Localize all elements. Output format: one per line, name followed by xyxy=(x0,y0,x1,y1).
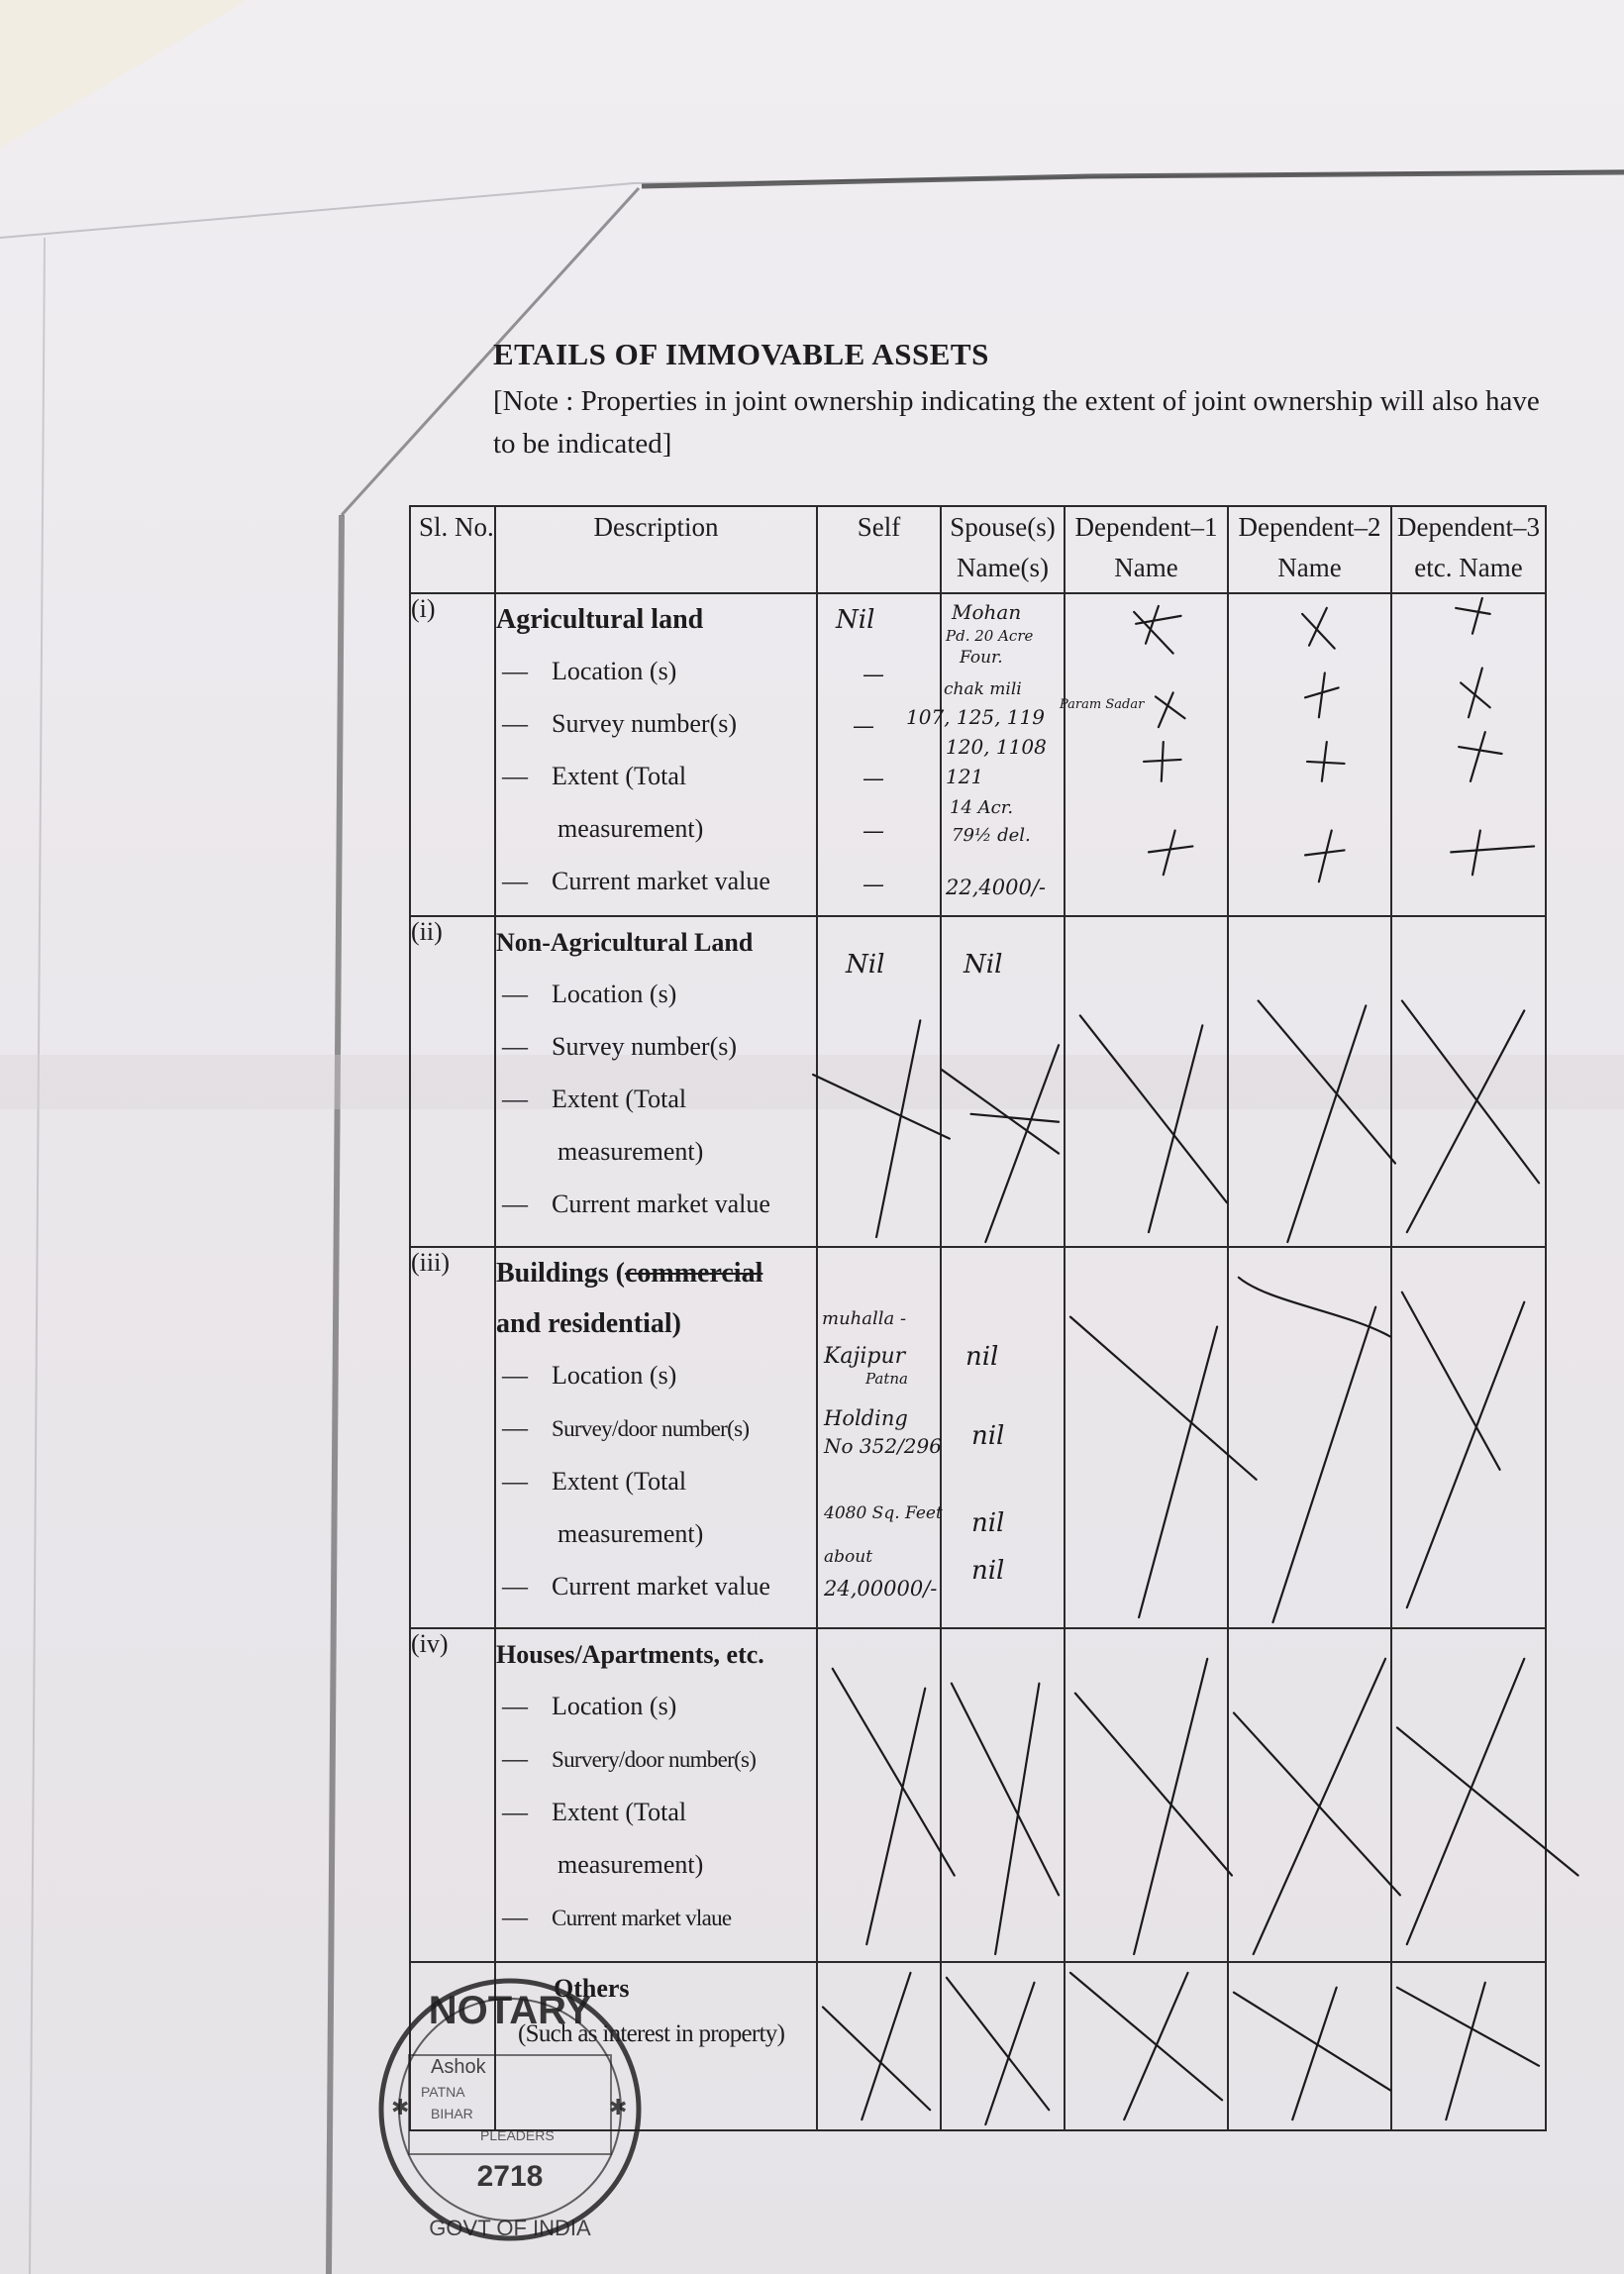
list-item: measurement) xyxy=(558,814,704,843)
handwritten-entry: Nil xyxy=(964,950,1003,980)
dependent-2-cell xyxy=(1228,593,1391,916)
handwritten-entry: 107, 125, 119 xyxy=(906,705,1045,729)
dependent-3-cell xyxy=(1391,1962,1546,2130)
handwritten-entry: chak mili xyxy=(944,679,1022,699)
list-item: — Extent (Total xyxy=(502,762,687,790)
stamp-star-icon: ✱ xyxy=(609,2095,628,2119)
list-item: (Such as interest in property) xyxy=(518,2020,785,2047)
list-item: — Location (s) xyxy=(502,980,677,1008)
stamp-govt: GOVT OF INDIA xyxy=(429,2216,591,2240)
handwritten-entry: Mohan xyxy=(952,600,1022,624)
nil-strike-marks xyxy=(1066,1963,1227,2129)
list-item: — Location (s) xyxy=(502,657,677,685)
dependent-3-cell xyxy=(1391,916,1546,1247)
nil-strike-marks xyxy=(818,1963,940,2129)
header-sl: Sl. No. xyxy=(410,506,495,593)
header-dependent-3: Dependent–3 etc. Name xyxy=(1391,506,1546,593)
row-description xyxy=(495,1628,817,1962)
list-item: — Location (s) xyxy=(502,1361,677,1390)
handwritten-entry: 14 Acr. xyxy=(950,797,1014,818)
handwritten-entry: Param Sadar xyxy=(1060,697,1145,712)
handwritten-entry: 4080 Sq. Feet xyxy=(824,1503,943,1523)
list-item: — Extent (Total xyxy=(502,1467,687,1496)
handwritten-entry: nil xyxy=(971,1508,1005,1538)
row-sl: (ii) xyxy=(410,916,495,1247)
category-label: Houses/Apartments, etc. xyxy=(496,1640,764,1669)
handwritten-entry: muhalla - xyxy=(822,1308,907,1329)
nil-strike-marks xyxy=(818,917,940,1246)
dependent-2-cell xyxy=(1228,1247,1391,1628)
page-title: ETAILS OF IMMOVABLE ASSETS xyxy=(493,337,989,371)
handwritten-entry: Nil xyxy=(836,605,875,635)
list-item: — Survey number(s) xyxy=(502,709,738,738)
nil-strike-marks xyxy=(942,917,1064,1246)
category-label: Agricultural land xyxy=(496,604,704,635)
nil-strike-marks xyxy=(1392,917,1545,1246)
handwritten-entry: Pd. 20 Acre xyxy=(946,627,1034,645)
dependent-3-cell xyxy=(1391,1628,1546,1962)
header-dependent-2: Dependent–2 Name xyxy=(1228,506,1391,593)
list-item: — Current market vlaue xyxy=(502,1903,732,1931)
nil-strike-marks xyxy=(1229,917,1390,1246)
dependent-1-cell xyxy=(1065,1962,1228,2130)
table-header-row xyxy=(410,506,1546,593)
handwritten-entry: nil xyxy=(971,1421,1005,1451)
table-row xyxy=(410,1247,1546,1628)
notary-stamp xyxy=(371,1966,649,2253)
handwritten-entry: 120, 1108 xyxy=(946,735,1047,759)
handwritten-entry: 121 xyxy=(946,765,984,788)
struck-word: commercial xyxy=(624,1258,763,1289)
handwritten-entry: Nil xyxy=(846,950,885,980)
nil-strike-marks xyxy=(1229,1248,1390,1627)
nil-strike-marks xyxy=(1392,1963,1545,2129)
nil-strike-marks xyxy=(1066,594,1227,915)
spouse-cell xyxy=(941,916,1065,1247)
nil-strike-marks xyxy=(1229,1963,1390,2129)
header-dependent-1: Dependent–1 Name xyxy=(1065,506,1228,593)
handwritten-entry: No 352/296 xyxy=(824,1434,942,1458)
list-item: measurement) xyxy=(558,1137,704,1166)
category-label: Others xyxy=(554,1974,630,2003)
handwritten-entry: 24,00000/- xyxy=(824,1577,938,1601)
handwritten-entry: about xyxy=(824,1547,873,1567)
category-label: Non-Agricultural Land xyxy=(496,928,754,957)
header-self: Self xyxy=(817,506,941,593)
category-label: and residential) xyxy=(496,1308,681,1339)
handwritten-entry: 22,4000/- xyxy=(946,876,1047,899)
handwritten-entry: 79½ del. xyxy=(952,825,1031,846)
dependent-1-cell xyxy=(1065,916,1228,1247)
self-cell xyxy=(817,1628,941,1962)
nil-strike-marks xyxy=(1392,1248,1545,1627)
dependent-3-cell xyxy=(1391,593,1546,916)
self-cell xyxy=(817,916,941,1247)
stamp-notary-text: NOTARY xyxy=(428,1989,592,2032)
header-spouse: Spouse(s) Name(s) xyxy=(941,506,1065,593)
list-item: — Current market value xyxy=(502,1572,770,1601)
handwritten-entry: nil xyxy=(965,1342,999,1372)
list-item: — Survey number(s) xyxy=(502,1032,738,1061)
handwritten-entry: — xyxy=(853,714,874,739)
handwritten-entry: — xyxy=(863,819,884,844)
row-description xyxy=(495,1247,817,1628)
dependent-2-cell xyxy=(1228,1962,1391,2130)
row-sl: (iv) xyxy=(410,1628,495,1962)
note-text: [Note : Properties in joint ownership indicating the extent of joint ownership will also have to be indicated] xyxy=(493,385,1540,460)
handwritten-entry: nil xyxy=(971,1556,1005,1586)
handwritten-entry: Four. xyxy=(960,648,1003,668)
nil-strike-marks xyxy=(818,1629,940,1961)
table-row xyxy=(410,593,1546,916)
nil-strike-marks xyxy=(1229,594,1390,915)
row-description xyxy=(495,593,817,916)
spouse-cell xyxy=(941,1962,1065,2130)
dependent-2-cell xyxy=(1228,1628,1391,1962)
stamp-line: BIHAR xyxy=(431,2106,473,2121)
list-item: — Current market value xyxy=(502,867,770,895)
nil-strike-marks xyxy=(1066,1248,1227,1627)
nil-strike-marks xyxy=(1229,1629,1390,1961)
list-item: — Survey/door number(s) xyxy=(502,1413,750,1442)
row-description xyxy=(495,916,817,1247)
dependent-1-cell xyxy=(1060,593,1228,916)
stamp-star-icon: ✱ xyxy=(391,2095,410,2119)
row-sl: (i) xyxy=(410,593,495,916)
handwritten-entry: — xyxy=(863,873,884,897)
row-sl: (iii) xyxy=(410,1247,495,1628)
stamp-number: 2718 xyxy=(476,2160,544,2193)
table-row xyxy=(410,1628,1546,1962)
nil-strike-marks xyxy=(1066,1629,1227,1961)
stamp-line: PLEADERS xyxy=(480,2127,555,2143)
stamp-seal-image xyxy=(371,1966,649,2253)
list-item: — Extent (Total xyxy=(502,1798,687,1826)
list-item: measurement) xyxy=(558,1519,704,1548)
header-description: Description xyxy=(495,506,817,593)
dependent-1-cell xyxy=(1065,1628,1228,1962)
list-item: — Extent (Total xyxy=(502,1085,687,1113)
list-item: — Current market value xyxy=(502,1189,770,1218)
handwritten-entry: Holding xyxy=(824,1406,908,1430)
dependent-2-cell xyxy=(1228,916,1391,1247)
list-item: — Location (s) xyxy=(502,1692,677,1720)
list-item: measurement) xyxy=(558,1850,704,1879)
handwritten-entry: Patna xyxy=(865,1370,908,1388)
self-cell xyxy=(817,593,941,916)
spouse-cell xyxy=(941,1628,1065,1962)
self-cell xyxy=(817,1962,941,2130)
stamp-line: PATNA xyxy=(421,2084,465,2100)
handwritten-entry: Kajipur xyxy=(824,1344,906,1369)
handwritten-entry: — xyxy=(863,663,884,687)
nil-strike-marks xyxy=(942,1629,1064,1961)
list-item: — Survery/door number(s) xyxy=(502,1744,757,1773)
nil-strike-marks xyxy=(942,1963,1064,2129)
nil-strike-marks xyxy=(1392,1629,1545,1961)
self-cell xyxy=(817,1247,941,1628)
dependent-1-cell xyxy=(1065,1247,1228,1628)
table-row xyxy=(410,916,1546,1247)
handwritten-entry: — xyxy=(863,767,884,791)
nil-strike-marks xyxy=(1066,917,1227,1246)
category-label: Buildings (commercial xyxy=(496,1258,763,1289)
immovable-assets-table xyxy=(409,505,1547,2131)
nil-strike-marks xyxy=(1392,594,1545,915)
stamp-name: Ashok xyxy=(431,2056,486,2078)
dependent-3-cell xyxy=(1391,1247,1546,1628)
spouse-cell xyxy=(941,1247,1065,1628)
spouse-cell xyxy=(906,593,1065,916)
